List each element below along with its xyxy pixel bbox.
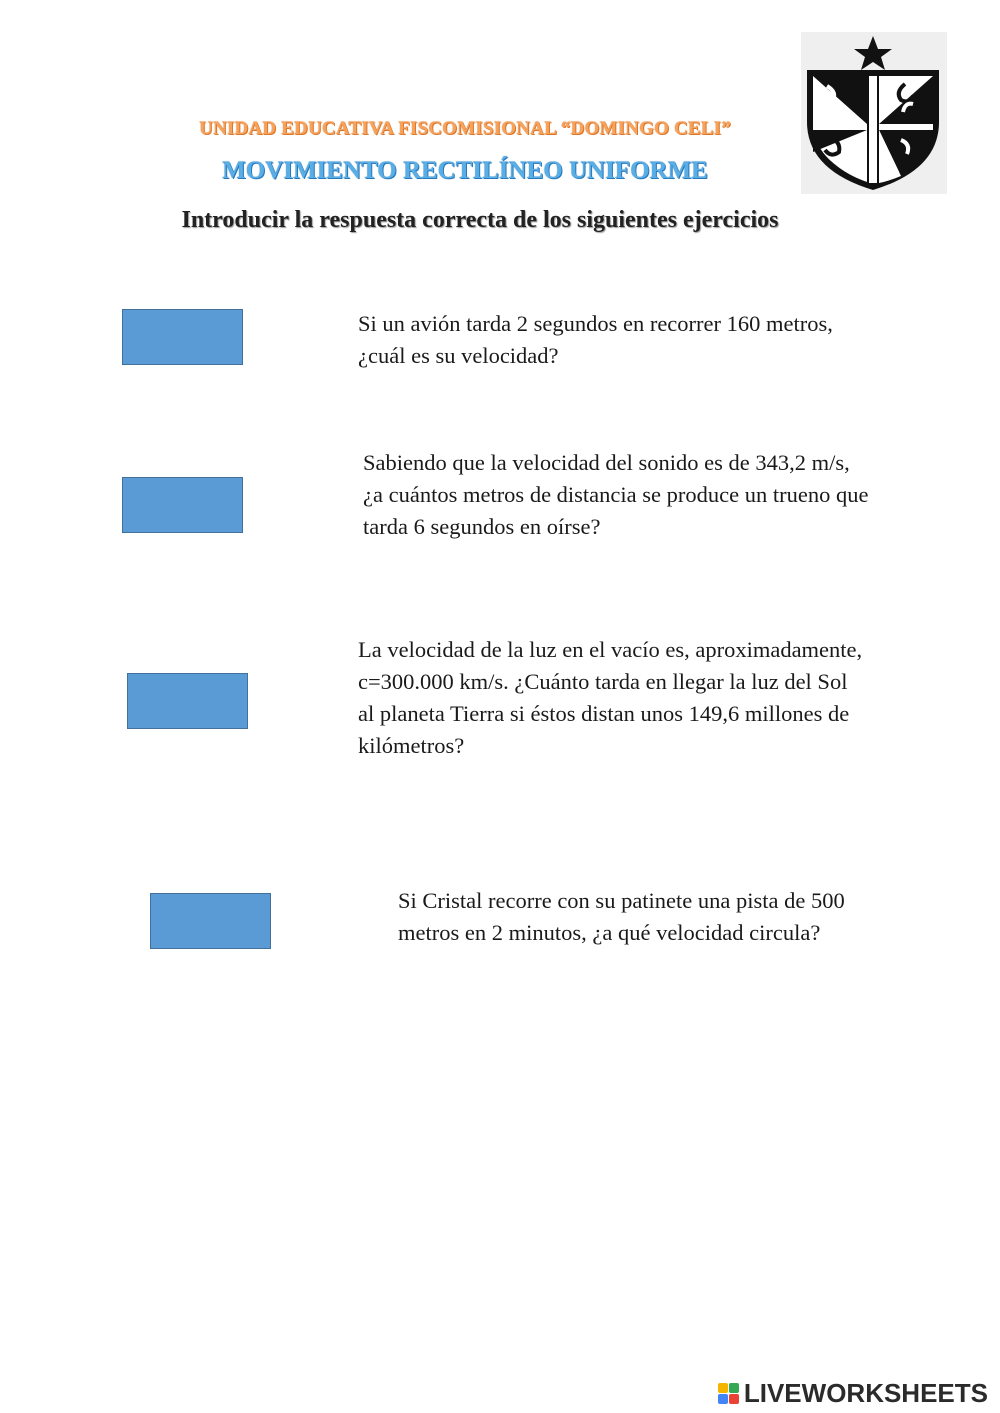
liveworksheets-logo-icon xyxy=(718,1383,740,1405)
answer-box-3[interactable] xyxy=(127,673,248,729)
answer-box-2[interactable] xyxy=(122,477,243,533)
school-crest-icon xyxy=(801,32,947,194)
instruction-text: Introducir la respuesta correcta de los siguientes ejercicios xyxy=(181,207,779,233)
liveworksheets-brand xyxy=(718,1378,988,1409)
topic-title: MOVIMIENTO RECTILÍNEO UNIFORME xyxy=(222,157,708,184)
brand-name: LIVEWORKSHEETS xyxy=(743,1378,988,1408)
question-2-text: Sabiendo que la velocidad del sonido es de 343,2 m/s, ¿a cuántos metros de distancia se produce un trueno que tarda 6 segundos en oírse? xyxy=(363,450,869,539)
answer-box-4[interactable] xyxy=(150,893,271,949)
question-4-text: Si Cristal recorre con su patinete una pista de 500 metros en 2 minutos, ¿a qué velocidad circula? xyxy=(398,888,845,945)
question-3-text: La velocidad de la luz en el vacío es, aproximadamente, c=300.000 km/s. ¿Cuánto tarda en llegar la luz del Sol al planeta Tierra si éstos distan unos 149,6 millones de kilómetros? xyxy=(358,637,863,758)
question-1-text: Si un avión tarda 2 segundos en recorrer 160 metros, ¿cuál es su velocidad? xyxy=(358,311,833,368)
answer-box-1[interactable] xyxy=(122,309,243,365)
school-name: UNIDAD EDUCATIVA FISCOMISIONAL “DOMINGO CELI” xyxy=(199,118,731,139)
